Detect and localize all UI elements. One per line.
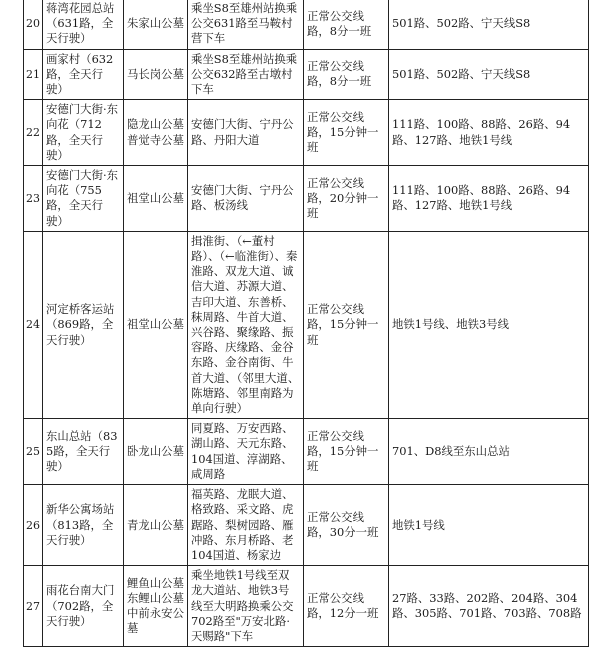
frequency-info: 正常公交线路，15分钟一班 [304,419,389,485]
transfer-info: 地铁1号线 [389,485,589,566]
cemetery-name: 隐龙山公墓普觉寺公墓 [124,100,188,166]
route-info: 安德门大街、宁丹公路、丹阳大道 [188,100,304,166]
transfer-info: 501路、502路、宁天线S8 [389,0,589,49]
transfer-info: 111路、100路、88路、26路、94路、127路、地铁1号线 [389,100,589,166]
transfer-info: 701、D8线至东山总站 [389,419,589,485]
table-row [24,0,589,49]
row-number: 21 [24,49,43,100]
frequency-info: 正常公交线路，15分钟一班 [304,231,389,418]
row-number: 23 [24,166,43,232]
table-row [24,419,589,485]
row-number: 27 [24,566,43,647]
cemetery-name: 祖堂山公墓 [124,231,188,418]
stop-name: 河定桥客运站（869路，全天行驶） [43,231,124,418]
frequency-info: 正常公交线路，30分一班 [304,485,389,566]
table-row [24,166,589,232]
row-number: 26 [24,485,43,566]
cemetery-name: 鲤鱼山公墓东鲤山公墓中前永安公墓 [124,566,188,647]
stop-name: 安德门大街·东向花（712路，全天行驶） [43,100,124,166]
stop-name: 蒋湾花园总站（631路，全天行驶） [43,0,124,49]
row-number: 24 [24,231,43,418]
table-row [24,100,589,166]
transfer-info: 501路、502路、宁天线S8 [389,49,589,100]
frequency-info: 正常公交线路，8分一班 [304,0,389,49]
route-info: 乘坐S8至雄州站换乘公交632路至古墩村下车 [188,49,304,100]
route-info: 乘坐地铁1号线至双龙大道站、地铁3号线至大明路换乘公交702路至"万安北路·天赐路"下车 [188,566,304,647]
cemetery-name: 马长岗公墓 [124,49,188,100]
route-info: 安德门大街、宁丹公路、板汤线 [188,166,304,232]
transfer-info: 111路、100路、88路、26路、94路、127路、地铁1号线 [389,166,589,232]
stop-name: 新华公寓场站（813路，全天行驶） [43,485,124,566]
table-row [24,485,589,566]
cemetery-name: 朱家山公墓 [124,0,188,49]
row-number: 20 [24,0,43,49]
transfer-info: 27路、33路、202路、204路、304路、305路、701路、703路、708路 [389,566,589,647]
route-info: 乘坐S8至雄州站换乘公交631路至马鞍村营下车 [188,0,304,49]
stop-name: 东山总站（835路，全天行驶） [43,419,124,485]
table-row [24,49,589,100]
cemetery-name: 卧龙山公墓 [124,419,188,485]
bus-route-table [23,0,589,647]
transfer-info: 地铁1号线、地铁3号线 [389,231,589,418]
row-number: 22 [24,100,43,166]
stop-name: 画家村（632路，全天行驶） [43,49,124,100]
frequency-info: 正常公交线路，15分钟一班 [304,100,389,166]
frequency-info: 正常公交线路，12分一班 [304,566,389,647]
table-row [24,231,589,418]
frequency-info: 正常公交线路，20分钟一班 [304,166,389,232]
stop-name: 雨花台南大门（702路，全天行驶） [43,566,124,647]
stop-name: 安德门大街·东向花（755路，全天行驶） [43,166,124,232]
route-info: 同夏路、万安西路、湖山路、天元东路、104国道、淳湖路、咸周路 [188,419,304,485]
frequency-info: 正常公交线路，8分一班 [304,49,389,100]
route-info: 揖淮街、（←董村路）、（←临淮街）、秦淮路、双龙大道、诚信大道、苏源大道、吉印大道、东善桥、秣周路、牛首大道、兴谷路、聚缘路、振容路、庆缘路、金谷东路、金谷南街、牛首大道、（邻里大道、陈塘路、邻里南路为单向行驶） [188,231,304,418]
cemetery-name: 青龙山公墓 [124,485,188,566]
table-row [24,566,589,647]
route-info: 福英路、龙眠大道、格致路、采文路、虎踞路、梨树园路、雁冲路、东月桥路、老104国道、杨家边 [188,485,304,566]
cemetery-name: 祖堂山公墓 [124,166,188,232]
row-number: 25 [24,419,43,485]
